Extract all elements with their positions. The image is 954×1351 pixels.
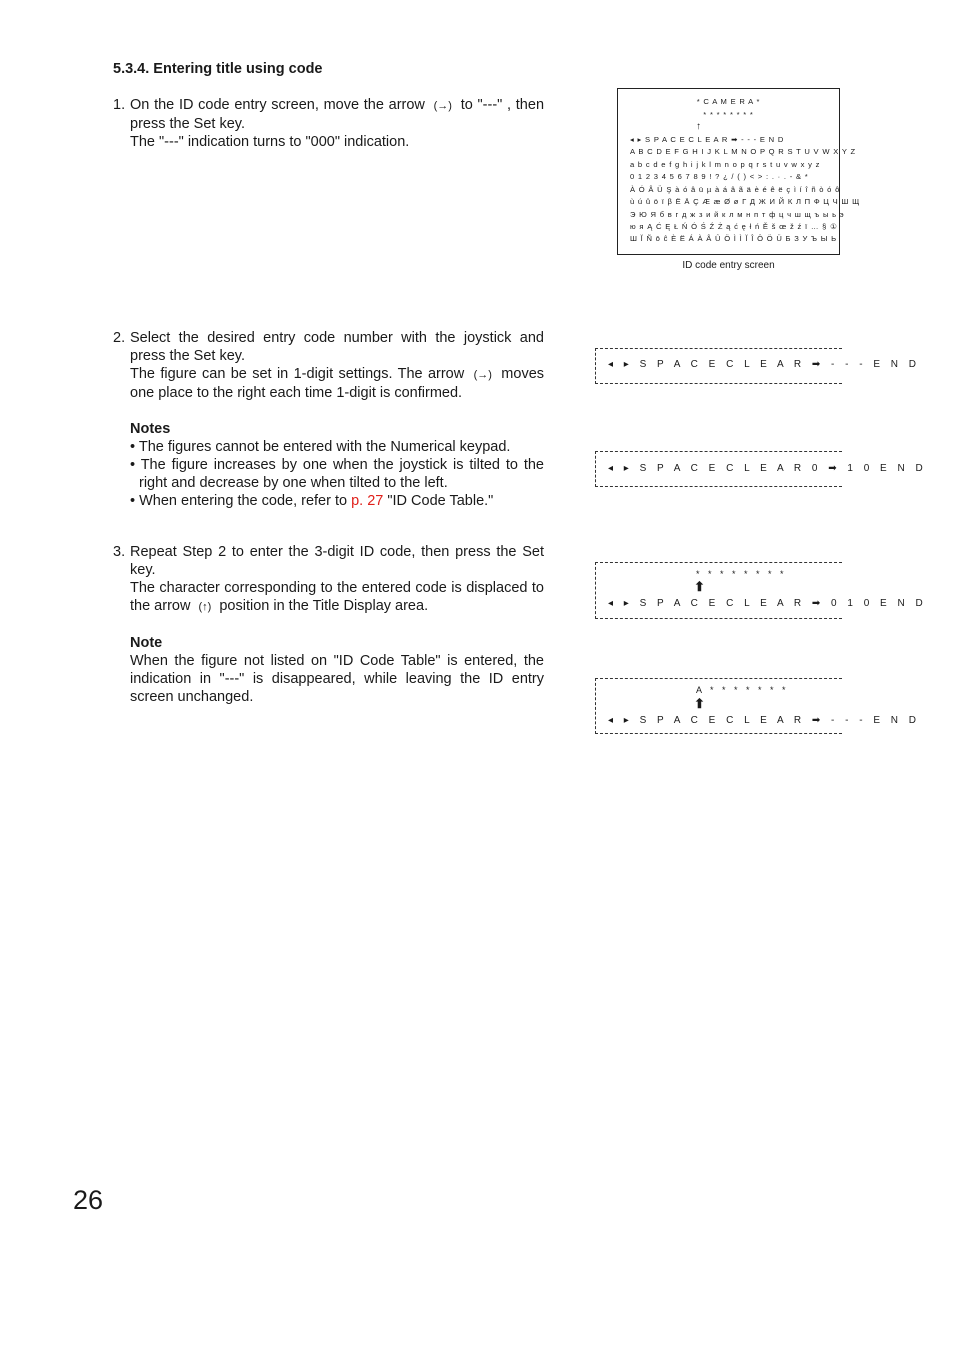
entry-panel-2 bbox=[595, 451, 927, 487]
up-arrow-icon: ⬆ bbox=[694, 696, 705, 711]
note-item: • When entering the code, refer to p. 27 "ID Code Table." bbox=[130, 493, 494, 509]
char-row: ю я Ą Ć Ę Ł Ń Ó Ś Ź Ż ą ć ę ł ń Ě š œ ž ź ï … § ① bbox=[630, 222, 838, 231]
note-item: • The figure increases by one when the joystick is tilted to the right and decrease by one when tilted to the left. bbox=[130, 457, 544, 491]
step-1-result: The "---" indication turns to "000" indication. bbox=[130, 134, 410, 150]
panel-control-line: ◂ ▸ S P A C E C L E A R ➡ 0 1 0 E N D bbox=[608, 598, 927, 609]
step-1 bbox=[113, 96, 544, 151]
step-number: 2. bbox=[113, 330, 126, 346]
right-arrow-icon: (→) bbox=[433, 100, 452, 112]
screen-stars-line: * * * * * * * * bbox=[703, 110, 754, 119]
char-row: À Ó Â Ü Ş à ó â ü µ à á â ã ä è é ê ë ç ì í î ñ ò ó ô bbox=[630, 185, 841, 194]
note-item: • The figures cannot be entered with the Numerical keypad. bbox=[130, 439, 511, 455]
char-row: ù ú û ö ï β Ë Ä Ç Æ æ Ø ø Г Д Ж И Й К Л П Ф Ц Ч Ш Щ bbox=[630, 197, 860, 206]
step-2-text: Select the desired entry code number with the joystick and press the Set key. bbox=[130, 330, 544, 364]
step-2 bbox=[113, 329, 544, 510]
step-2-detail: The figure can be set in 1-digit settings. The arrow (→) moves one place to the right each time 1-digit is confirmed. bbox=[130, 366, 545, 401]
char-row: Э Ю Я б в г д ж з и й к л м н п т ф ц ч ш щ ъ ы ь э bbox=[630, 210, 845, 219]
id-code-entry-screen bbox=[617, 88, 860, 255]
step-3-text: Repeat Step 2 to enter the 3-digit ID code, then press the Set key. bbox=[130, 544, 544, 578]
title-display-area: * * * * * * * * bbox=[696, 569, 787, 579]
page-number: 26 bbox=[73, 1185, 104, 1215]
panel-control-line: ◂ ▸ S P A C E C L E A R ➡ - - - E N D bbox=[608, 715, 921, 726]
screen-title-line: * C A M E R A * bbox=[696, 97, 761, 106]
entry-panel-4 bbox=[595, 678, 921, 734]
notes-title: Notes bbox=[130, 421, 171, 437]
page-link[interactable]: p. 27 bbox=[351, 493, 384, 509]
step-1-text: On the ID code entry screen, move the arrow (→) to "---" , then press the Set key. bbox=[130, 97, 545, 132]
panel-control-line: ◂ ▸ S P A C E C L E A R 0 ➡ 1 0 E N D bbox=[608, 463, 927, 474]
char-row: Ш Ĭ Ñ ō ĉ È Ë Á À Â Û Ö Ì Ì Ĭ Î Ô Ö Ü Б З У Ъ Ы Ь bbox=[630, 234, 837, 243]
screen-caption: ID code entry screen bbox=[682, 260, 775, 271]
step-number: 3. bbox=[113, 544, 126, 560]
screen-control-line: ◂ ▸ S P A C E C L E A R ➡ - - - E N D bbox=[630, 135, 785, 144]
note-title: Note bbox=[130, 635, 163, 651]
entry-panel-3 bbox=[595, 562, 927, 619]
right-arrow-icon: (→) bbox=[473, 369, 492, 381]
char-row: A B C D E F G H I J K L M N O P Q R S T U V W X Y Z bbox=[630, 147, 856, 156]
step-3 bbox=[113, 543, 544, 706]
panel-control-line: ◂ ▸ S P A C E C L E A R ➡ - - - E N D bbox=[608, 359, 921, 370]
step-number: 1. bbox=[113, 97, 126, 113]
note-text: When the figure not listed on "ID Code Table" is entered, the indication in "---" is disappeared, while leaving the ID entry screen unchanged. bbox=[130, 653, 544, 705]
section-heading: 5.3.4. Entering title using code bbox=[113, 61, 323, 77]
char-row: 0 1 2 3 4 5 6 7 8 9 ! ? ¿ / ( ) < > : . · . - & * bbox=[630, 172, 809, 181]
up-arrow-icon: ⬆ bbox=[694, 579, 705, 594]
char-row: a b c d e f g h i j k l m n o p q r s t u v w x y z bbox=[630, 160, 821, 169]
title-display-area: A * * * * * * * bbox=[696, 685, 789, 695]
step-3-detail: The character corresponding to the entered code is displaced to the arrow (↑) position in the Title Display area. bbox=[130, 580, 544, 614]
up-arrow-icon: (↑) bbox=[198, 601, 212, 613]
entry-panel-1 bbox=[595, 348, 921, 384]
up-arrow-icon: ↑ bbox=[696, 121, 702, 132]
